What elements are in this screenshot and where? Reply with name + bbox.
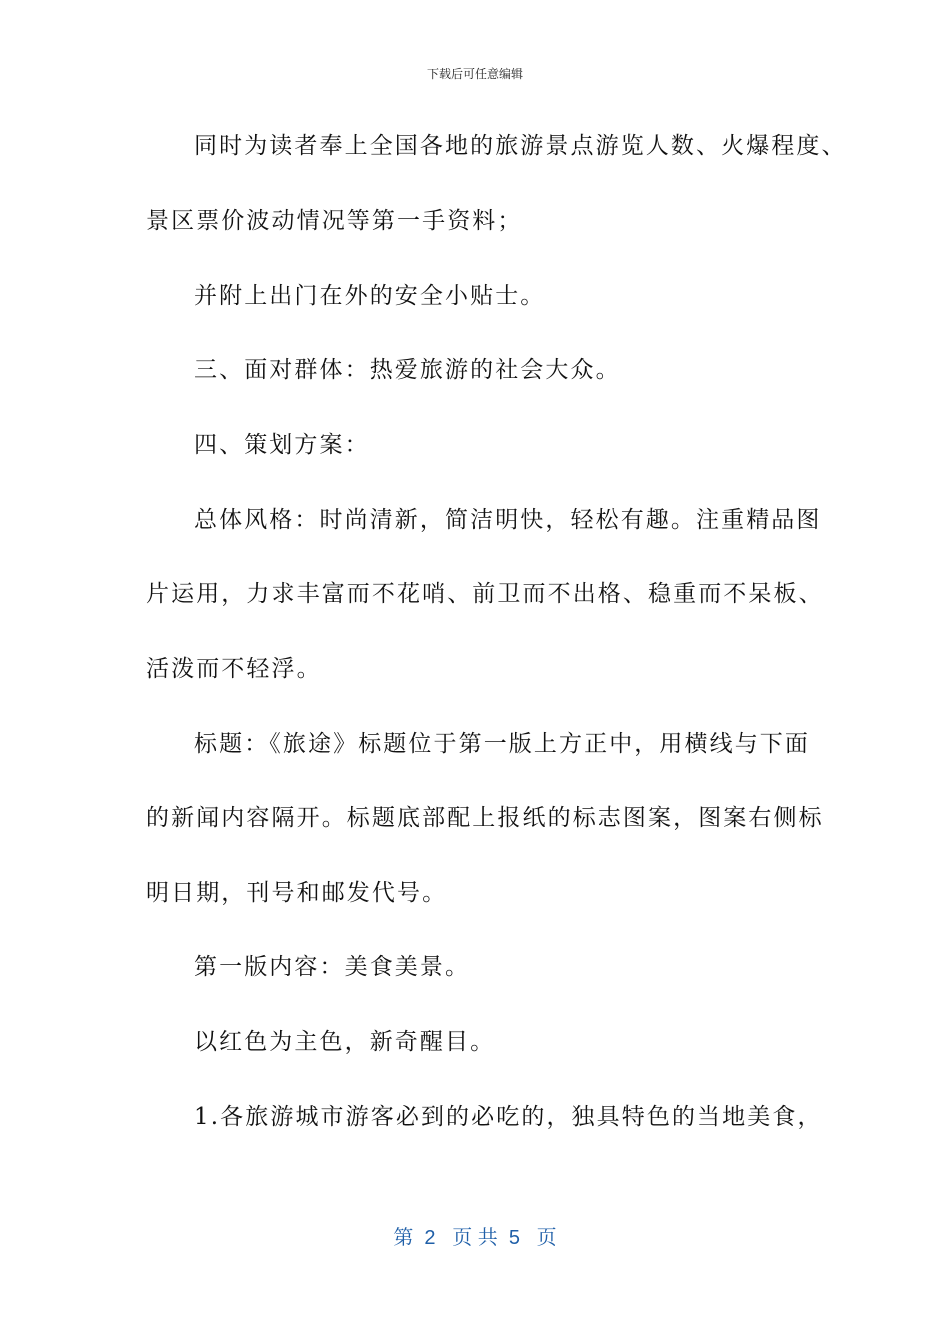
body-line: 以红色为主色，新奇醒目。: [194, 1029, 496, 1055]
body-line: 并附上出门在外的安全小贴士。: [194, 283, 546, 309]
body-line: 景区票价波动情况等第一手资料；: [146, 208, 523, 234]
body-line: 明日期，刊号和邮发代号。: [146, 880, 448, 906]
page-header-note: 下载后可任意编辑: [426, 67, 523, 81]
section-heading: 三、面对群体：热爱旅游的社会大众。: [194, 357, 621, 383]
body-line: 标题：《旅途》标题位于第一版上方正中，用横线与下面: [194, 731, 810, 757]
body-line: 片运用，力求丰富而不花哨、前卫而不出格、稳重而不呆板、: [146, 581, 824, 607]
body-line: 第一版内容：美食美景。: [194, 954, 471, 980]
section-heading: 四、策划方案：: [194, 432, 370, 458]
body-line: 的新闻内容隔开。标题底部配上报纸的标志图案，图案右侧标: [146, 805, 824, 831]
body-line: 总体风格：时尚清新，简洁明快，轻松有趣。注重精品图: [194, 507, 822, 533]
list-item: 1.各旅游城市游客必到的必吃的，独具特色的当地美食，: [194, 1104, 823, 1130]
page-number-footer: 第 2 页 共 5 页: [393, 1227, 557, 1249]
body-line: 活泼而不轻浮。: [146, 656, 322, 682]
body-line: 同时为读者奉上全国各地的旅游景点游览人数、火爆程度、: [194, 133, 847, 159]
